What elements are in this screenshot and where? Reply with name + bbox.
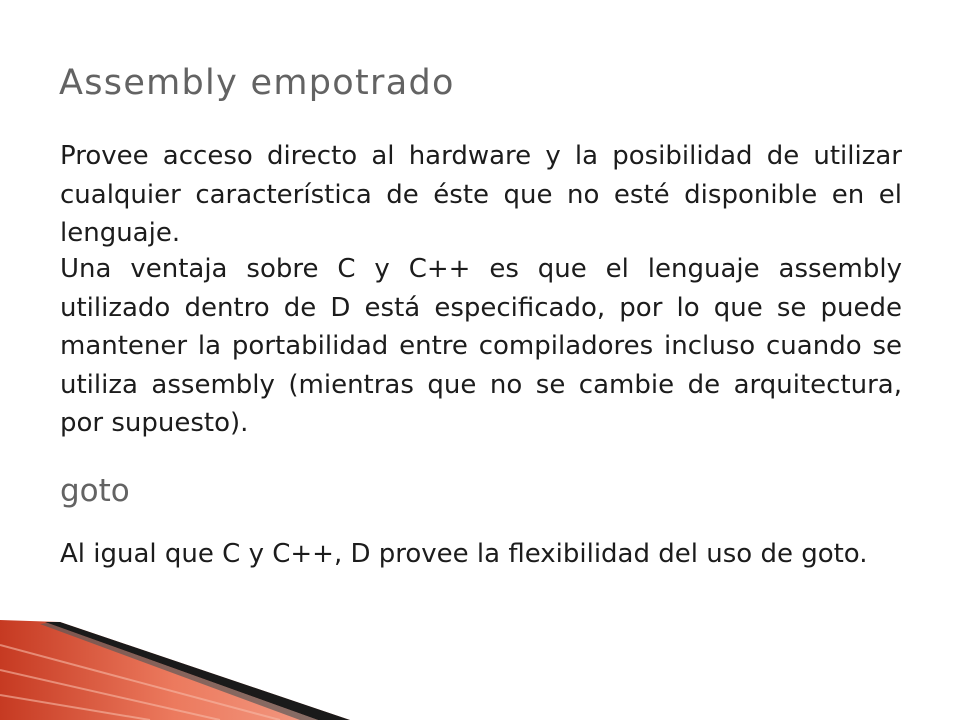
paragraph-goto: Al igual que C y C++, D provee la flexibilidad del uso de goto. bbox=[60, 539, 868, 569]
paragraph-portability: Una ventaja sobre C y C++ es que el lenguaje assembly utilizado dentro de D está especificado, por lo que se puede mantener la portabilidad entre compiladores incluso cuando se utiliza assembly (mientras que no se cambie de arquitectura, por supuesto). bbox=[60, 254, 902, 438]
slide-title: Assembly empotrado bbox=[59, 63, 455, 103]
decorative-swoosh bbox=[0, 600, 960, 720]
paragraph-hardware-access: Provee acceso directo al hardware y la posibilidad de utilizar cualquier característica de éste que no esté disponible en el lenguaje. bbox=[60, 141, 902, 248]
section-heading-goto: goto bbox=[60, 473, 130, 509]
